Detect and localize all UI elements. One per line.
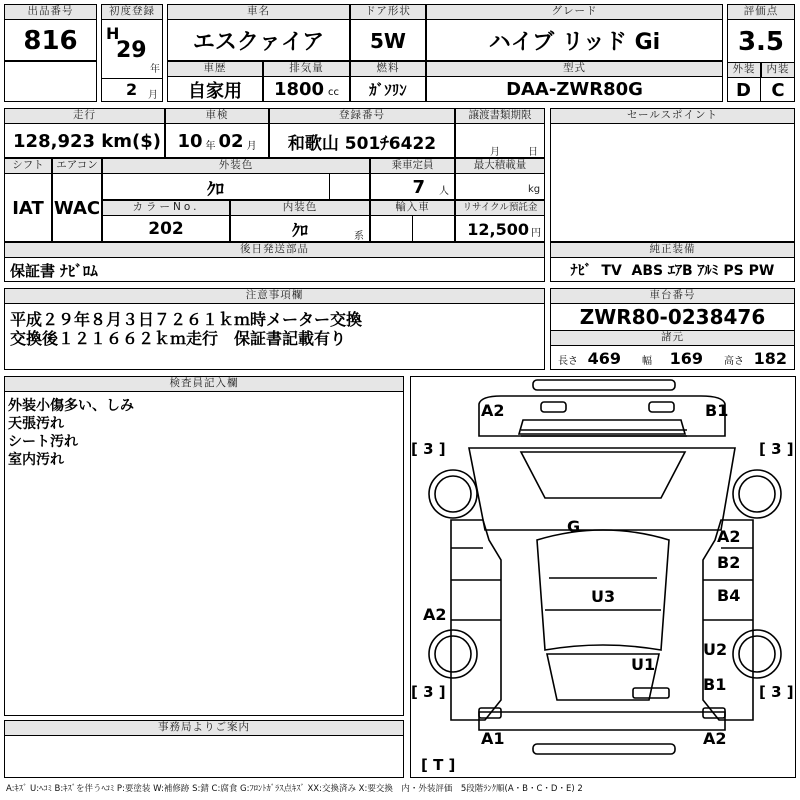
notes-line-2: 交換後１２１６６２ｋｍ走行 保証書記載有り: [10, 329, 347, 348]
notes-header: 注意事項欄: [4, 288, 545, 304]
transfer-month-unit: 月: [490, 147, 500, 158]
reg-year: 29: [116, 38, 147, 63]
car-name-header: 車名: [167, 4, 350, 20]
model-code-header: 型式: [426, 61, 723, 77]
transfer-header: 譲渡書類期限: [455, 108, 545, 124]
exterior-header: 外装: [727, 62, 761, 78]
capacity-value: 7: [412, 176, 425, 198]
front-grille-shape: [541, 402, 566, 412]
tire-rr-inner-shape: [739, 636, 775, 672]
tire-fr-inner-shape: [739, 476, 775, 512]
width-group: [642, 349, 703, 368]
tire-fl-inner-shape: [435, 476, 471, 512]
inspection: [165, 124, 269, 158]
height-label: 高さ: [724, 355, 744, 367]
inspection-year-unit: 年: [205, 140, 216, 152]
inspector-line-4: 室内汚れ: [8, 452, 64, 468]
displacement: [263, 77, 350, 102]
recycle-value: 12,500: [467, 219, 529, 239]
model-code: DAA-ZWR80G: [506, 79, 643, 100]
mark-right-front-b: B2: [717, 553, 741, 572]
front-bumper-shape: [533, 380, 675, 390]
recycle-unit: 円: [531, 227, 541, 239]
car-name: エスクァイア: [192, 30, 325, 55]
aircon: WAC: [53, 197, 101, 219]
color-no: 202: [148, 219, 184, 239]
score: 3.5: [737, 27, 785, 57]
inspection-month: 02: [218, 130, 244, 152]
notes-line-1: 平成２９年８月３日７２６１ｋｍ時メーター交換: [10, 310, 363, 329]
shift: IAT: [12, 197, 44, 219]
reg-month: 2: [126, 80, 138, 99]
hood-shape: [469, 448, 735, 530]
max-load-unit: kg: [528, 184, 541, 195]
office-header: 事務局よりご案内: [4, 720, 404, 736]
first-reg-divider: [101, 78, 163, 79]
mileage: 128,923 km($): [13, 130, 161, 152]
grade: ハイブ リッド Gi: [488, 30, 661, 55]
length-group: [558, 349, 621, 368]
dimensions-header: 諸元: [550, 330, 795, 346]
height-value: 182: [753, 348, 787, 368]
mark-right-rear-b: B1: [703, 675, 727, 694]
mark-top-left: A2: [481, 401, 505, 420]
chassis-number: ZWR80-0238476: [579, 305, 766, 329]
mark-tire-fl: [ 3 ]: [411, 440, 446, 458]
chassis-header: 車台番号: [550, 288, 795, 304]
car-diagram: [410, 376, 796, 778]
inspection-year: 10: [177, 130, 203, 152]
mark-roof: U3: [591, 587, 616, 606]
interior-header: 内装: [761, 62, 795, 78]
front-apron-shape: [519, 420, 685, 434]
int-color-header: 内装色: [230, 200, 370, 216]
dimensions-row: [550, 346, 795, 370]
tire-fr-shape: [733, 470, 781, 518]
score-header: 評価点: [727, 4, 795, 20]
mark-left-door: A2: [423, 605, 447, 624]
genuine-equipment: ﾅﾋﾞ TV ABS ｴｱB ｱﾙﾐ PS PW: [570, 263, 775, 279]
inspector-line-3: シート汚れ: [8, 434, 78, 450]
lot-number: 816: [23, 25, 78, 56]
inspection-month-unit: 月: [246, 140, 257, 152]
int-color-unit: 系: [354, 231, 364, 242]
sales-points-cell: [550, 108, 795, 242]
capacity-header: 乗車定員: [370, 158, 455, 174]
first-registration-header: 初度登録: [101, 4, 163, 20]
grade-header: グレード: [426, 4, 723, 20]
legend: A:ｷｽﾞ U:ﾍｺﾐ B:ｷｽﾞを伴うﾍｺﾐ P:要塗装 W:補修跡 S:錆 C:腐食 G:ﾌﾛﾝﾄｶﾞﾗｽ点ｷｽﾞ XX:交換済み X:要交換 内・外装評価 5段階ﾗﾝｸ順(A・B・C・D・E) 2: [6, 784, 583, 794]
era-mark: H: [106, 24, 120, 43]
door-type: 5W: [370, 28, 406, 53]
max-load-header: 最大積載量: [455, 158, 545, 174]
mark-hood: G: [567, 517, 581, 536]
capacity: [370, 174, 455, 200]
shift-header: シフト: [4, 158, 52, 174]
registration-no: 和歌山 501ﾁ6422: [287, 133, 437, 154]
month-unit: 月: [148, 90, 158, 101]
interior-grade: C: [771, 79, 785, 101]
sales-points-header: セールスポイント: [550, 108, 795, 124]
inspector-line-2: 天張汚れ: [8, 416, 64, 432]
width-value: 169: [669, 348, 703, 368]
lot-number-header: 出品番号: [4, 4, 97, 20]
rear-bumper-shape: [533, 744, 675, 754]
rear-body-shape: [479, 712, 725, 730]
mark-tire-fr: [ 3 ]: [759, 440, 794, 458]
inspection-header: 車検: [165, 108, 269, 124]
inspector-header: 検査員記入欄: [4, 376, 404, 392]
mileage-header: 走行: [4, 108, 165, 124]
mark-bottom-right: A2: [703, 729, 727, 748]
fuel-header: 燃料: [350, 61, 426, 77]
color-no-header: カラーNo.: [102, 200, 230, 216]
capacity-unit: 人: [439, 185, 449, 197]
windshield-shape: [521, 452, 685, 498]
history-header: 車歴: [167, 61, 263, 77]
inspector-cell: [4, 376, 404, 716]
displacement-unit: cc: [328, 87, 340, 98]
inspector-line-1: 外装小傷多い、しみ: [8, 398, 134, 414]
height-group: [724, 349, 787, 368]
door-type-header: ドア形状: [350, 4, 426, 20]
later-parts: 保証書 ﾅﾋﾞﾛﾑ: [10, 261, 98, 280]
tire-rl-inner-shape: [435, 636, 471, 672]
year-unit: 年: [150, 64, 160, 75]
mark-right-mid: B4: [717, 586, 741, 605]
length-label: 長さ: [558, 355, 578, 367]
mark-right-front-a: A2: [717, 527, 741, 546]
displacement-header: 排気量: [263, 61, 350, 77]
mark-tire-rr: [ 3 ]: [759, 683, 794, 701]
tire-fl-shape: [429, 470, 477, 518]
transfer-day-unit: 日: [528, 147, 538, 158]
tire-rl-shape: [429, 630, 477, 678]
exterior-grade: D: [727, 78, 761, 102]
car-diagram-svg: [411, 377, 795, 777]
length-value: 469: [587, 348, 621, 368]
recycle: [455, 216, 545, 242]
aircon-header: エアコン: [52, 158, 102, 174]
import-header: 輸入車: [370, 200, 455, 216]
lot-number-blank: [4, 61, 97, 102]
displacement-value: 1800: [273, 79, 325, 100]
mark-tire-rl: [ 3 ]: [411, 683, 446, 701]
mark-bottom-left: A1: [481, 729, 505, 748]
import-divider: [412, 216, 413, 242]
ext-color-header: 外装色: [102, 158, 370, 174]
mark-right-rear: U2: [703, 640, 728, 659]
tire-rr-shape: [733, 630, 781, 678]
front-grille-shape-2: [649, 402, 674, 412]
registration-header: 登録番号: [269, 108, 455, 124]
later-parts-header: 後日発送部品: [4, 242, 545, 258]
mark-rear-center: U1: [631, 655, 656, 674]
history: 自家用: [188, 80, 242, 102]
mark-top-right: B1: [705, 401, 729, 420]
width-label: 幅: [642, 355, 652, 367]
ext-color: ｸﾛ: [102, 174, 330, 200]
genuine-equipment-header: 純正装備: [550, 242, 795, 258]
recycle-header: リサイクル預託金: [455, 200, 545, 216]
fuel: ｶﾞｿﾘﾝ: [369, 81, 407, 99]
mark-spare: [ T ]: [421, 756, 456, 774]
int-color: ｸﾛ: [291, 220, 308, 240]
